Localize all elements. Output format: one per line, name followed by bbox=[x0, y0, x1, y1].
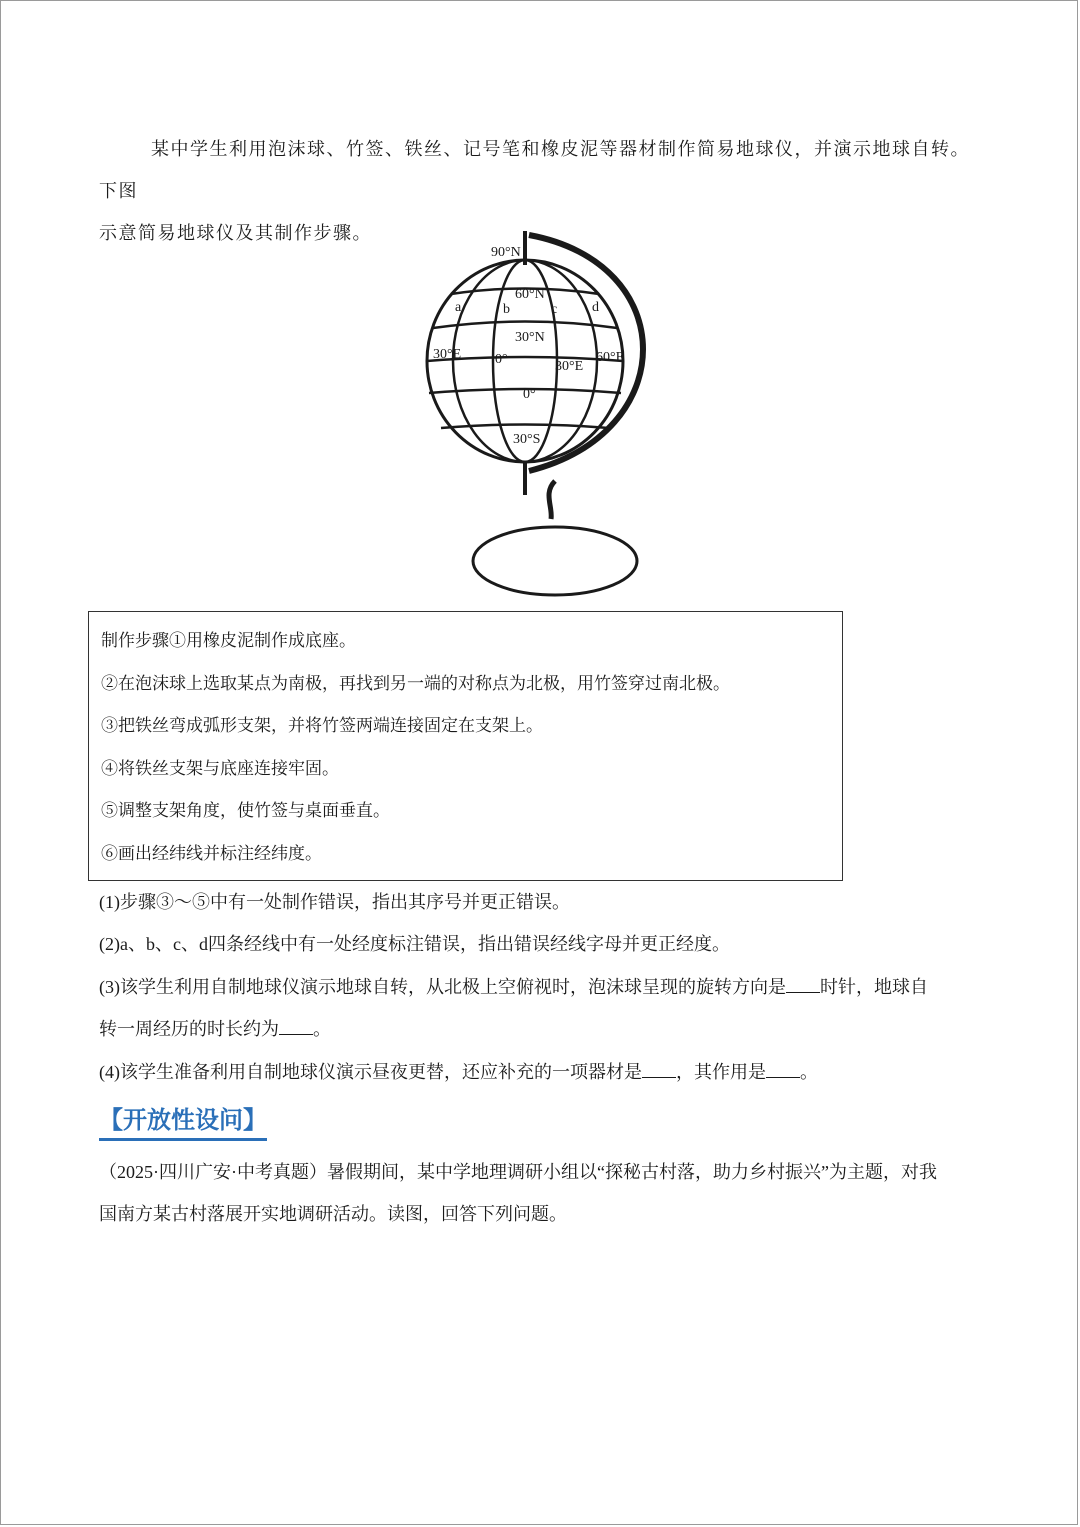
globe-diagram bbox=[411, 223, 681, 603]
case-paragraph bbox=[99, 1151, 989, 1235]
label-0-lat: 0° bbox=[523, 387, 536, 402]
label-a: a bbox=[455, 300, 462, 315]
step-3: ③把铁丝弯成弧形支架，并将竹签两端连接固定在支架上。 bbox=[101, 716, 543, 736]
latitude-30s bbox=[441, 425, 609, 429]
label-b: b bbox=[503, 302, 510, 317]
label-0-lon: 0° bbox=[495, 352, 508, 367]
answer-blank-purpose[interactable] bbox=[766, 1059, 800, 1078]
label-60e: 60°E bbox=[596, 350, 625, 365]
intro-line-1: 某中学生利用泡沫球、竹签、铁丝、记号笔和橡皮泥等器材制作简易地球仪，并演示地球自转。下图 bbox=[99, 139, 970, 202]
step-6: ⑥画出经纬线并标注经纬度。 bbox=[101, 843, 322, 864]
question-4-part-b: ，其作用是 bbox=[676, 1062, 766, 1082]
question-3-part-d: 。 bbox=[313, 1019, 331, 1039]
question-3 bbox=[99, 966, 989, 1050]
question-2: (2)a、b、c、d四条经线中有一处经度标注错误，指出错误经线字母并更正经度。 bbox=[99, 934, 730, 954]
latitude-30n bbox=[433, 322, 617, 329]
answer-blank-direction[interactable] bbox=[786, 974, 820, 993]
case-line-2: 国南方某古村落展开实地调研活动。读图，回答下列问题。 bbox=[99, 1204, 567, 1224]
question-3-part-b: 时针，地球自 bbox=[819, 977, 928, 997]
step-2: ②在泡沫球上选取某点为南极，再找到另一端的对称点为北极，用竹签穿过南北极。 bbox=[101, 673, 730, 694]
question-4-part-c: 。 bbox=[800, 1062, 818, 1082]
globe-figure bbox=[411, 223, 681, 603]
step-1: 制作步骤①用橡皮泥制作成底座。 bbox=[101, 631, 356, 651]
step-4: ④将铁丝支架与底座连接牢固。 bbox=[101, 758, 339, 779]
label-d: d bbox=[592, 300, 599, 315]
label-30n: 30°N bbox=[515, 330, 545, 345]
question-4-part-a: (4)该学生准备利用自制地球仪演示昼夜更替，还应补充的一项器材是 bbox=[99, 1062, 642, 1082]
label-60n: 60°N bbox=[515, 287, 545, 302]
base bbox=[473, 527, 637, 595]
question-4 bbox=[99, 1051, 989, 1093]
section-heading: 【开放性设问】 bbox=[99, 1103, 267, 1141]
question-1: (1)步骤③～⑤中有一处制作错误，指出其序号并更正错误。 bbox=[99, 892, 570, 912]
question-3-part-a: (3)该学生利用自制地球仪演示地球自转，从北极上空俯视时，泡沫球呈现的旋转方向是 bbox=[99, 977, 786, 997]
label-c: c bbox=[551, 302, 558, 317]
intro-line-2: 示意简易地球仪及其制作步骤。 bbox=[99, 223, 372, 244]
answer-blank-equipment[interactable] bbox=[642, 1059, 676, 1078]
label-30e-left: 30°E bbox=[433, 347, 462, 362]
answer-blank-duration[interactable] bbox=[279, 1016, 313, 1035]
label-30e-right: 30°E bbox=[555, 359, 584, 374]
label-90n: 90°N bbox=[491, 245, 521, 260]
question-3-part-c: 转一周经历的时长约为 bbox=[99, 1019, 279, 1039]
case-line-1: （2025·四川广安·中考真题）暑假期间，某中学地理调研小组以“探秘古村落，助力乡村振兴”为主题，对我 bbox=[99, 1162, 937, 1182]
label-30s: 30°S bbox=[513, 432, 541, 447]
step-5: ⑤调整支架角度，使竹签与桌面垂直。 bbox=[101, 801, 390, 821]
steps-box bbox=[88, 611, 843, 881]
support-stem bbox=[549, 481, 555, 519]
